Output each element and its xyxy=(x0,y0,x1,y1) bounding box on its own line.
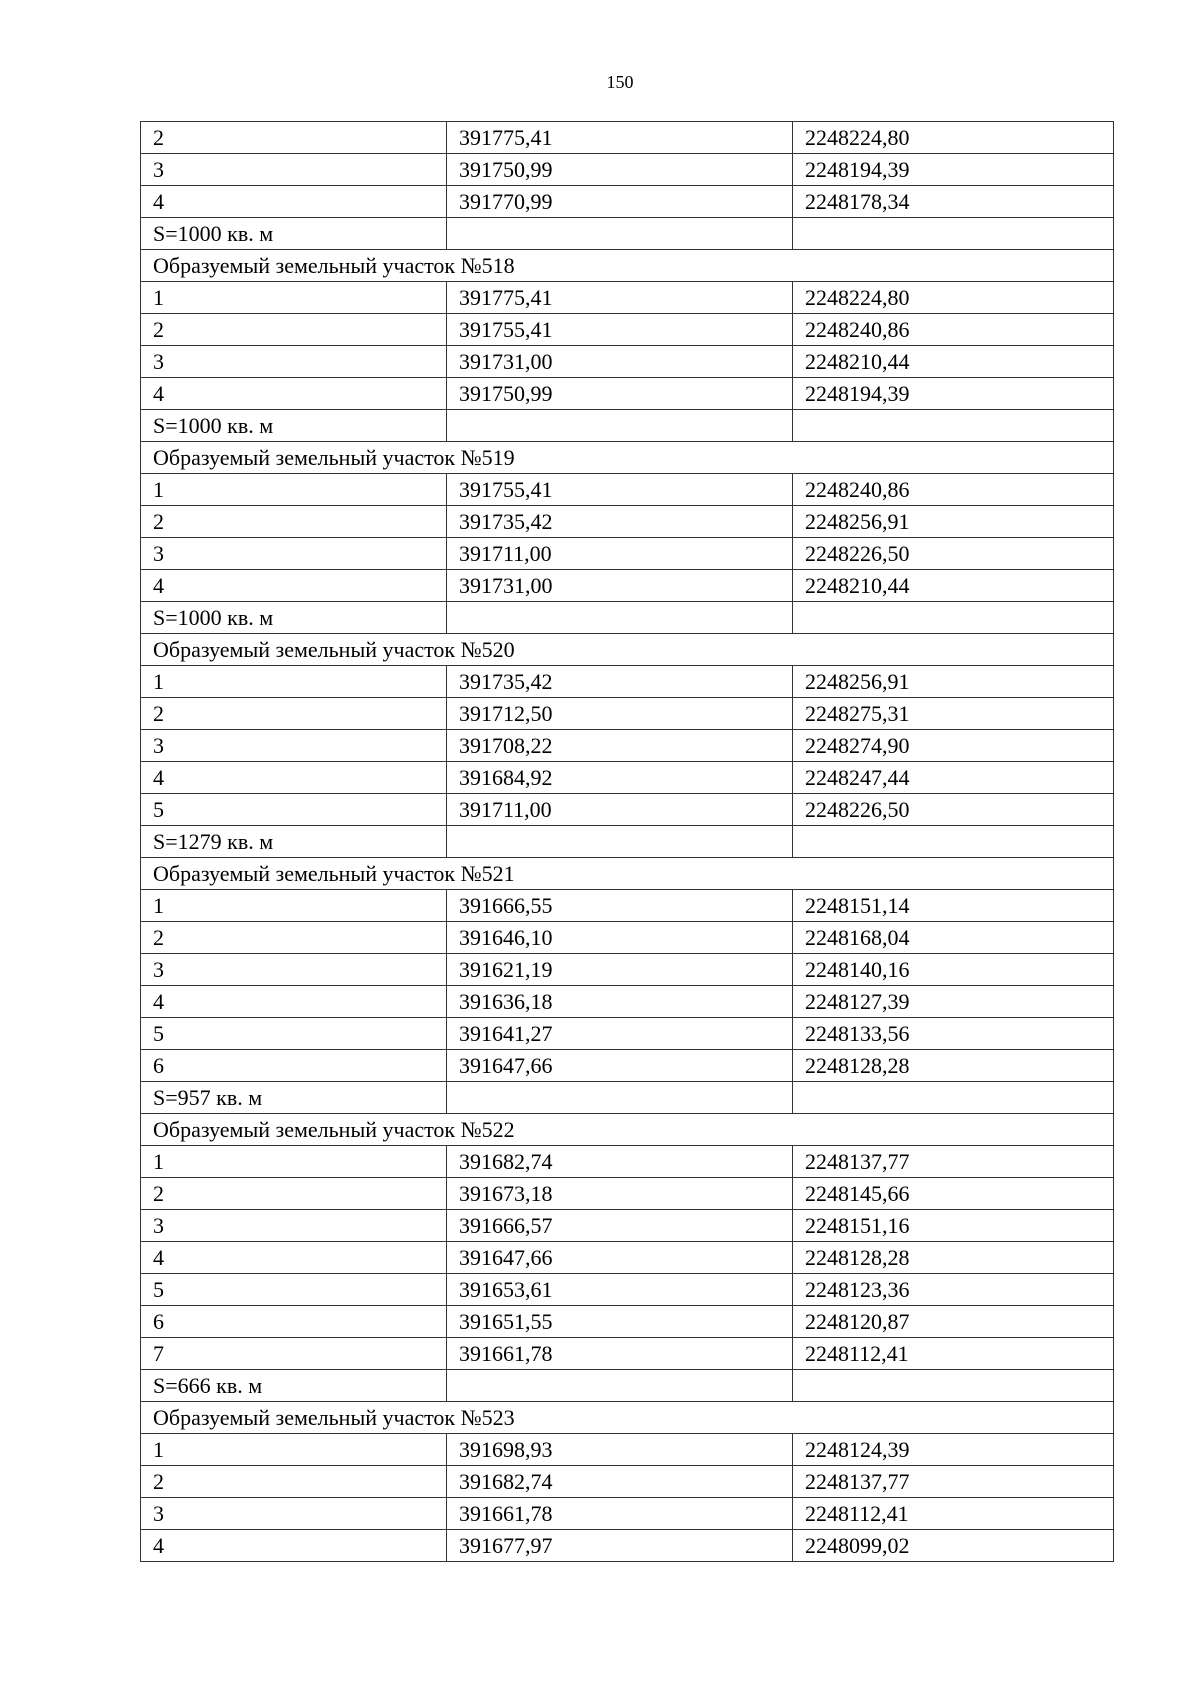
point-row xyxy=(141,730,1114,762)
coordinate-y: 2248137,77 xyxy=(793,1466,1114,1498)
point-row xyxy=(141,570,1114,602)
coordinate-y: 2248226,50 xyxy=(793,794,1114,826)
empty-cell xyxy=(793,1370,1114,1402)
point-row xyxy=(141,1466,1114,1498)
coordinate-x: 391755,41 xyxy=(447,314,793,346)
parcel-heading: Образуемый земельный участок №522 xyxy=(141,1114,1114,1146)
coordinate-y: 2248194,39 xyxy=(793,378,1114,410)
parcel-heading-row xyxy=(141,1402,1114,1434)
point-number: 3 xyxy=(141,1210,447,1242)
coordinate-x: 391731,00 xyxy=(447,346,793,378)
coordinate-y: 2248151,14 xyxy=(793,890,1114,922)
point-number: 1 xyxy=(141,666,447,698)
coordinate-x: 391698,93 xyxy=(447,1434,793,1466)
coordinate-x: 391731,00 xyxy=(447,570,793,602)
page-number: 150 xyxy=(606,72,634,92)
point-number: 3 xyxy=(141,1498,447,1530)
coordinate-x: 391712,50 xyxy=(447,698,793,730)
point-number: 3 xyxy=(141,954,447,986)
point-number: 2 xyxy=(141,506,447,538)
point-number: 2 xyxy=(141,122,447,154)
point-row xyxy=(141,1338,1114,1370)
coordinate-y: 2248127,39 xyxy=(793,986,1114,1018)
point-number: 2 xyxy=(141,314,447,346)
coordinate-y: 2248210,44 xyxy=(793,346,1114,378)
coordinate-x: 391641,27 xyxy=(447,1018,793,1050)
coordinate-y: 2248256,91 xyxy=(793,506,1114,538)
coordinate-y: 2248178,34 xyxy=(793,186,1114,218)
coordinate-x: 391735,42 xyxy=(447,506,793,538)
point-number: 5 xyxy=(141,794,447,826)
parcel-heading-row xyxy=(141,1114,1114,1146)
coordinate-y: 2248140,16 xyxy=(793,954,1114,986)
empty-cell xyxy=(447,410,793,442)
point-row xyxy=(141,378,1114,410)
coordinate-y: 2248120,87 xyxy=(793,1306,1114,1338)
point-row xyxy=(141,1050,1114,1082)
coordinate-x: 391677,97 xyxy=(447,1530,793,1562)
empty-cell xyxy=(793,826,1114,858)
empty-cell xyxy=(793,410,1114,442)
empty-cell xyxy=(447,826,793,858)
empty-cell xyxy=(447,602,793,634)
coordinate-y: 2248226,50 xyxy=(793,538,1114,570)
point-row xyxy=(141,282,1114,314)
point-row xyxy=(141,1018,1114,1050)
coordinate-x: 391647,66 xyxy=(447,1242,793,1274)
area-row xyxy=(141,410,1114,442)
coordinate-x: 391661,78 xyxy=(447,1498,793,1530)
point-number: 2 xyxy=(141,922,447,954)
coordinate-y: 2248128,28 xyxy=(793,1242,1114,1274)
point-number: 1 xyxy=(141,1146,447,1178)
empty-cell xyxy=(793,218,1114,250)
parcel-heading: Образуемый земельный участок №521 xyxy=(141,858,1114,890)
point-number: 6 xyxy=(141,1306,447,1338)
coordinate-x: 391647,66 xyxy=(447,1050,793,1082)
parcel-heading: Образуемый земельный участок №520 xyxy=(141,634,1114,666)
area-value: S=1000 кв. м xyxy=(141,602,447,634)
coordinates-table-body xyxy=(141,122,1114,1562)
point-row xyxy=(141,922,1114,954)
coordinate-x: 391661,78 xyxy=(447,1338,793,1370)
coordinate-x: 391750,99 xyxy=(447,154,793,186)
point-row xyxy=(141,346,1114,378)
point-row xyxy=(141,954,1114,986)
coordinate-x: 391621,19 xyxy=(447,954,793,986)
coordinate-x: 391755,41 xyxy=(447,474,793,506)
coordinate-x: 391770,99 xyxy=(447,186,793,218)
point-row xyxy=(141,1274,1114,1306)
point-number: 1 xyxy=(141,282,447,314)
area-row xyxy=(141,602,1114,634)
coordinate-x: 391711,00 xyxy=(447,794,793,826)
point-row xyxy=(141,186,1114,218)
point-number: 1 xyxy=(141,890,447,922)
point-row xyxy=(141,1242,1114,1274)
point-row xyxy=(141,890,1114,922)
coordinate-x: 391651,55 xyxy=(447,1306,793,1338)
area-value: S=1000 кв. м xyxy=(141,218,447,250)
empty-cell xyxy=(793,1082,1114,1114)
point-number: 4 xyxy=(141,1530,447,1562)
coordinate-y: 2248194,39 xyxy=(793,154,1114,186)
point-row xyxy=(141,1178,1114,1210)
point-row xyxy=(141,474,1114,506)
point-row xyxy=(141,762,1114,794)
coordinate-x: 391775,41 xyxy=(447,122,793,154)
area-value: S=1000 кв. м xyxy=(141,410,447,442)
point-number: 7 xyxy=(141,1338,447,1370)
area-row xyxy=(141,826,1114,858)
coordinate-y: 2248168,04 xyxy=(793,922,1114,954)
coordinate-y: 2248137,77 xyxy=(793,1146,1114,1178)
point-row xyxy=(141,1210,1114,1242)
coordinate-x: 391666,57 xyxy=(447,1210,793,1242)
coordinate-x: 391735,42 xyxy=(447,666,793,698)
coordinate-y: 2248210,44 xyxy=(793,570,1114,602)
point-number: 2 xyxy=(141,698,447,730)
coordinate-y: 2248112,41 xyxy=(793,1338,1114,1370)
point-number: 2 xyxy=(141,1178,447,1210)
point-number: 4 xyxy=(141,986,447,1018)
area-value: S=957 кв. м xyxy=(141,1082,447,1114)
coordinate-x: 391673,18 xyxy=(447,1178,793,1210)
coordinate-y: 2248274,90 xyxy=(793,730,1114,762)
point-number: 4 xyxy=(141,186,447,218)
coordinate-x: 391682,74 xyxy=(447,1466,793,1498)
point-row xyxy=(141,1306,1114,1338)
coordinate-x: 391750,99 xyxy=(447,378,793,410)
point-number: 4 xyxy=(141,570,447,602)
point-row xyxy=(141,794,1114,826)
coordinate-x: 391636,18 xyxy=(447,986,793,1018)
coordinates-table xyxy=(140,121,1114,1562)
empty-cell xyxy=(447,218,793,250)
coordinate-y: 2248151,16 xyxy=(793,1210,1114,1242)
point-number: 6 xyxy=(141,1050,447,1082)
coordinate-y: 2248240,86 xyxy=(793,474,1114,506)
area-value: S=1279 кв. м xyxy=(141,826,447,858)
parcel-heading-row xyxy=(141,250,1114,282)
coordinate-y: 2248145,66 xyxy=(793,1178,1114,1210)
coordinate-y: 2248133,56 xyxy=(793,1018,1114,1050)
parcel-heading-row xyxy=(141,858,1114,890)
empty-cell xyxy=(793,602,1114,634)
coordinate-x: 391711,00 xyxy=(447,538,793,570)
point-number: 1 xyxy=(141,474,447,506)
point-row xyxy=(141,314,1114,346)
coordinate-y: 2248240,86 xyxy=(793,314,1114,346)
coordinate-x: 391682,74 xyxy=(447,1146,793,1178)
point-row xyxy=(141,1146,1114,1178)
area-value: S=666 кв. м xyxy=(141,1370,447,1402)
coordinate-y: 2248123,36 xyxy=(793,1274,1114,1306)
point-row xyxy=(141,986,1114,1018)
coordinate-y: 2248224,80 xyxy=(793,282,1114,314)
coordinate-x: 391684,92 xyxy=(447,762,793,794)
parcel-heading: Образуемый земельный участок №523 xyxy=(141,1402,1114,1434)
area-row xyxy=(141,1082,1114,1114)
point-row xyxy=(141,154,1114,186)
empty-cell xyxy=(447,1082,793,1114)
point-row xyxy=(141,122,1114,154)
point-row xyxy=(141,1498,1114,1530)
point-number: 4 xyxy=(141,762,447,794)
coordinate-x: 391775,41 xyxy=(447,282,793,314)
area-row xyxy=(141,218,1114,250)
coordinate-y: 2248128,28 xyxy=(793,1050,1114,1082)
point-row xyxy=(141,1530,1114,1562)
point-number: 3 xyxy=(141,730,447,762)
coordinate-y: 2248124,39 xyxy=(793,1434,1114,1466)
point-row xyxy=(141,1434,1114,1466)
area-row xyxy=(141,1370,1114,1402)
coordinate-y: 2248256,91 xyxy=(793,666,1114,698)
point-number: 4 xyxy=(141,378,447,410)
coordinate-y: 2248112,41 xyxy=(793,1498,1114,1530)
point-number: 5 xyxy=(141,1274,447,1306)
point-row xyxy=(141,538,1114,570)
coordinate-x: 391666,55 xyxy=(447,890,793,922)
point-number: 3 xyxy=(141,346,447,378)
coordinate-x: 391653,61 xyxy=(447,1274,793,1306)
coordinate-x: 391646,10 xyxy=(447,922,793,954)
coordinate-y: 2248275,31 xyxy=(793,698,1114,730)
point-number: 3 xyxy=(141,154,447,186)
point-row xyxy=(141,506,1114,538)
empty-cell xyxy=(447,1370,793,1402)
coordinate-y: 2248224,80 xyxy=(793,122,1114,154)
parcel-heading-row xyxy=(141,442,1114,474)
point-number: 1 xyxy=(141,1434,447,1466)
point-number: 4 xyxy=(141,1242,447,1274)
parcel-heading: Образуемый земельный участок №518 xyxy=(141,250,1114,282)
coordinate-y: 2248247,44 xyxy=(793,762,1114,794)
point-number: 2 xyxy=(141,1466,447,1498)
coordinate-x: 391708,22 xyxy=(447,730,793,762)
point-number: 3 xyxy=(141,538,447,570)
point-row xyxy=(141,698,1114,730)
parcel-heading: Образуемый земельный участок №519 xyxy=(141,442,1114,474)
point-row xyxy=(141,666,1114,698)
coordinate-y: 2248099,02 xyxy=(793,1530,1114,1562)
point-number: 5 xyxy=(141,1018,447,1050)
parcel-heading-row xyxy=(141,634,1114,666)
